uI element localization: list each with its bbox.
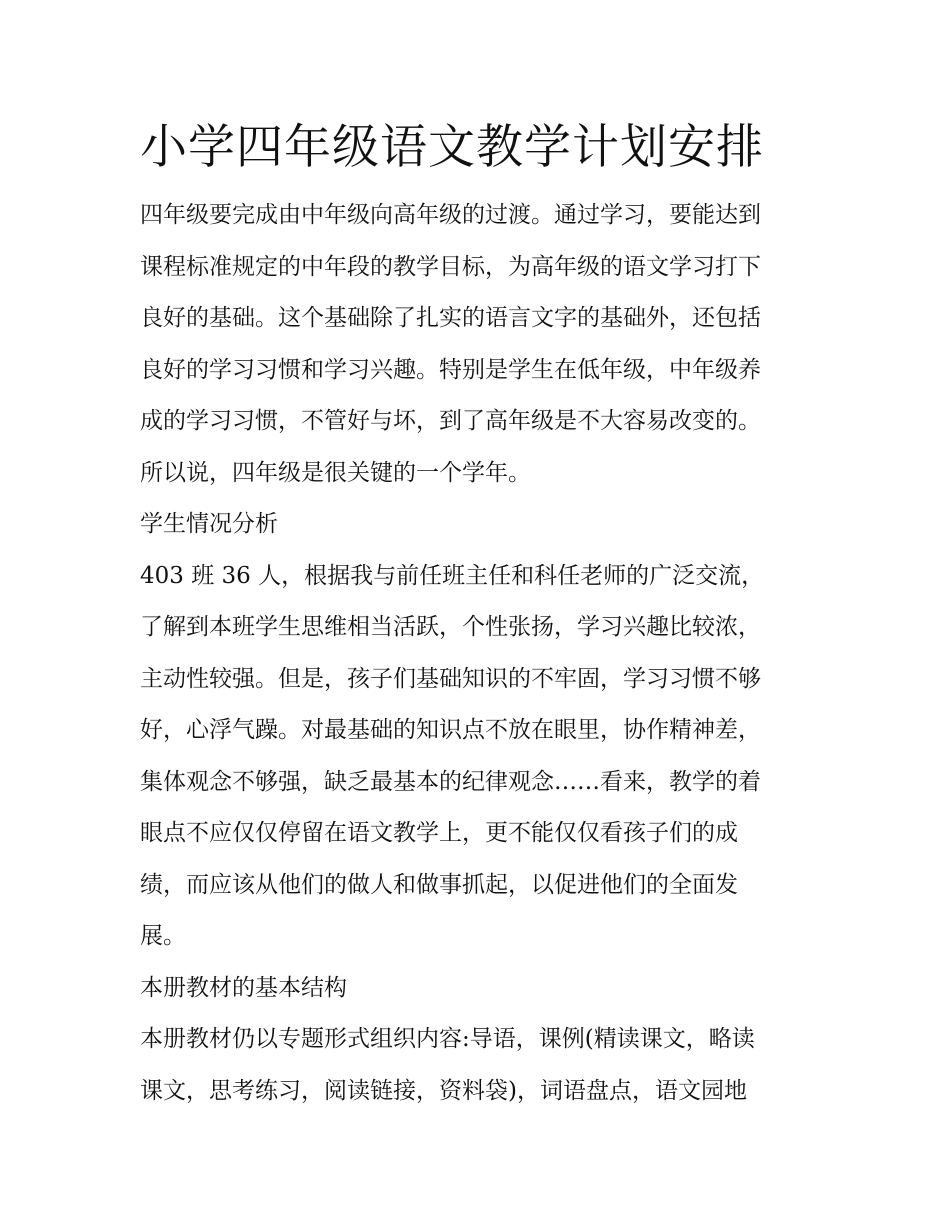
textbook-structure-paragraph (140, 1014, 820, 1117)
text-line: 眼点不应仅仅停留在语文教学上，更不能仅仅看孩子们的成 (140, 820, 738, 846)
text-line: 良好的学习习惯和学习兴趣。特别是学生在低年级，中年级养 (140, 356, 761, 383)
text-line: 课程标准规定的中年段的教学目标，为高年级的语文学习打下 (140, 253, 761, 280)
document-title: 小学四年级语文教学计划安排 (140, 120, 764, 175)
text-line: 了解到本班学生思维相当活跃，个性张扬，学习兴趣比较浓， (140, 614, 761, 640)
text-line: 集体观念不够强，缺乏最基本的纪律观念……看来，教学的着 (140, 768, 761, 795)
text-line: 好，心浮气躁。对最基础的知识点不放在眼里，协作精神差， (140, 717, 761, 743)
intro-paragraph (140, 190, 820, 499)
text-line: 成的学习习惯，不管好与坏，到了高年级是不大容易改变的。 (140, 408, 761, 434)
student-analysis-paragraph (140, 551, 820, 963)
section-heading-student-analysis: 学生情况分析 (140, 511, 278, 537)
text-line: 四年级要完成由中年级向高年级的过渡。通过学习，要能达到 (140, 202, 761, 228)
text-line: 本册教材仍以专题形式组织内容:导语，课例(精读课文，略读 (140, 1026, 755, 1052)
section-heading-textbook-structure: 本册教材的基本结构 (140, 974, 347, 1001)
text-line: 展。 (140, 923, 186, 949)
text-line: 良好的基础。这个基础除了扎实的语言文字的基础外，还包括 (140, 305, 761, 331)
text-line: 绩，而应该从他们的做人和做事抓起，以促进他们的全面发 (140, 871, 738, 898)
text-line: 所以说，四年级是很关键的一个学年。 (140, 459, 531, 486)
text-line: 403 班 36 人，根据我与前任班主任和科任老师的广泛交流， (140, 562, 765, 589)
text-line: 课文，思考练习，阅读链接，资料袋)，词语盘点，语文园地 (140, 1077, 747, 1104)
text-line: 主动性较强。但是，孩子们基础知识的不牢固，学习习惯不够 (140, 665, 761, 692)
